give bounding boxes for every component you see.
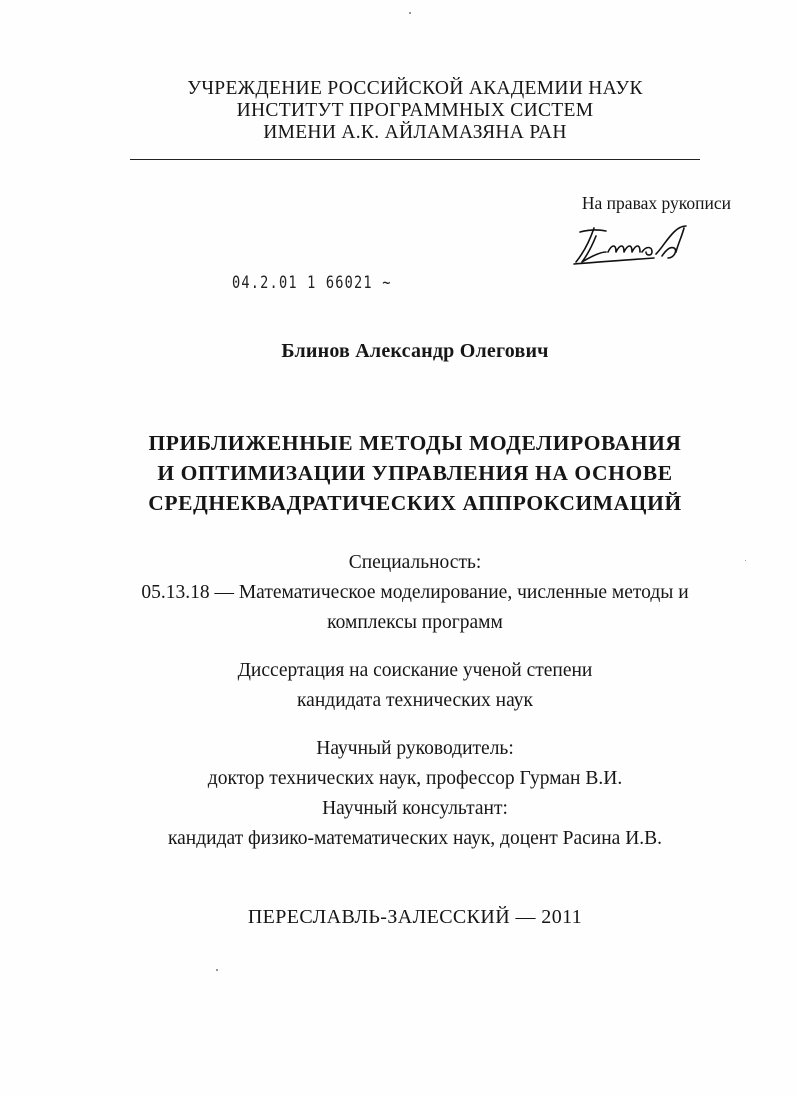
- header-divider: [130, 159, 700, 160]
- registration-stamp: 04.2.01 1 66021 ~: [232, 273, 392, 293]
- author-name: Блинов Александр Олегович: [281, 340, 549, 362]
- degree-line-1: Диссертация на соискание ученой степени: [237, 660, 593, 681]
- institution-line-1: УЧРЕЖДЕНИЕ РОССИЙСКОЙ АКАДЕМИИ НАУК: [187, 78, 643, 99]
- consultant-name: кандидат физико-математических наук, доцент Расина И.В.: [167, 828, 663, 849]
- supervisor-label: Научный руководитель:: [316, 738, 514, 759]
- scan-speck: [409, 12, 411, 14]
- specialty-line-1: 05.13.18 — Математическое моделирование, численные методы и: [141, 582, 689, 603]
- degree-line-2: кандидата технических наук: [297, 690, 533, 711]
- institution-line-3: ИМЕНИ А.К. АЙЛАМАЗЯНА РАН: [263, 122, 567, 143]
- signature-icon: [566, 222, 706, 268]
- consultant-label: Научный консультант:: [322, 798, 508, 819]
- institution-line-2: ИНСТИТУТ ПРОГРАММНЫХ СИСТЕМ: [236, 100, 594, 121]
- city-year: ПЕРЕСЛАВЛЬ-ЗАЛЕССКИЙ — 2011: [247, 906, 583, 928]
- manuscript-note: На правах рукописи: [581, 193, 731, 213]
- title-line-3: СРЕДНЕКВАДРАТИЧЕСКИХ АППРОКСИМАЦИЙ: [148, 491, 682, 515]
- title-line-2: И ОПТИМИЗАЦИИ УПРАВЛЕНИЯ НА ОСНОВЕ: [157, 461, 673, 485]
- supervisor-name: доктор технических наук, профессор Гурман В.И.: [207, 768, 623, 789]
- scan-speck: [745, 560, 746, 561]
- title-line-1: ПРИБЛИЖЕННЫЕ МЕТОДЫ МОДЕЛИРОВАНИЯ: [148, 431, 682, 455]
- specialty-label: Специальность:: [348, 552, 482, 573]
- scan-speck: [216, 969, 218, 971]
- specialty-line-2: комплексы программ: [327, 612, 503, 633]
